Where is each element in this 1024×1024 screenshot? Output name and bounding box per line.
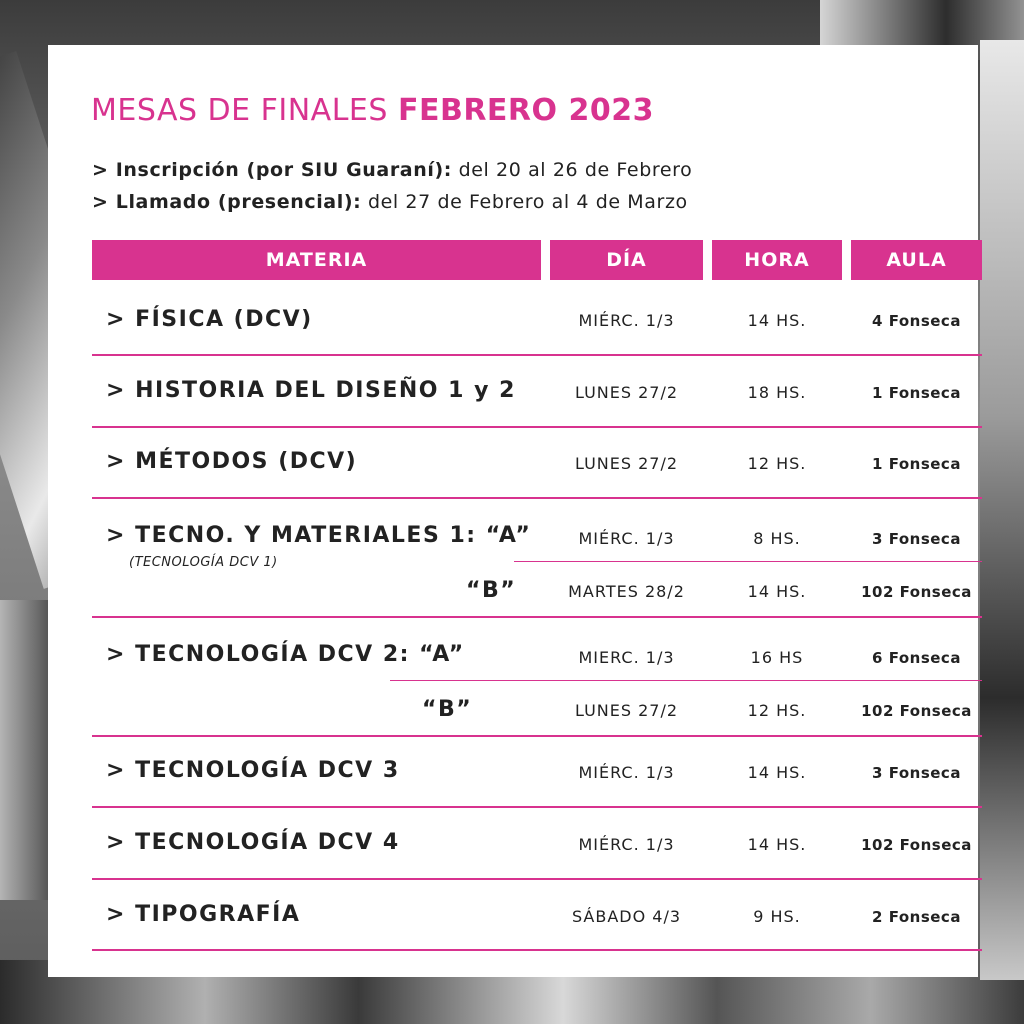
page-title <box>91 93 654 128</box>
info-llamado-label: > Llamado (presencial): <box>92 191 362 213</box>
cell-hora: 16 HS <box>750 648 804 667</box>
cell-aula: 6 Fonseca <box>872 649 961 667</box>
cell-aula: 3 Fonseca <box>872 764 961 782</box>
header-materia: MATERIA <box>92 240 541 280</box>
cell-aula: 2 Fonseca <box>872 908 961 926</box>
row-divider <box>92 806 982 808</box>
header-aula: AULA <box>851 240 982 280</box>
cell-hora: 9 HS. <box>753 907 801 926</box>
title-bold: FEBRERO 2023 <box>397 93 654 128</box>
subject-note: (TECNOLOGÍA DCV 1) <box>129 555 278 570</box>
cell-hora: 14 HS. <box>747 763 807 782</box>
cell-dia: MIÉRC. 1/3 <box>578 763 675 782</box>
cell-hora: 14 HS. <box>747 835 807 854</box>
subject-tecnologia-dcv4: > TECNOLOGÍA DCV 4 <box>106 830 400 855</box>
cell-aula: 102 Fonseca <box>861 583 972 601</box>
row-divider <box>92 735 982 737</box>
info-inscripcion <box>92 159 692 181</box>
cell-dia: LUNES 27/2 <box>574 383 679 402</box>
group-divider <box>390 680 982 681</box>
subject-tecnologia-dcv3: > TECNOLOGÍA DCV 3 <box>106 758 400 783</box>
subject-historia: > HISTORIA DEL DISEÑO 1 y 2 <box>106 378 516 403</box>
info-inscripcion-label: > Inscripción (por SIU Guaraní): <box>92 159 452 181</box>
cell-dia: LUNES 27/2 <box>574 454 679 473</box>
header-dia: DÍA <box>550 240 703 280</box>
row-divider <box>92 949 982 951</box>
info-llamado <box>92 191 688 213</box>
cell-dia: MIÉRC. 1/3 <box>578 529 675 548</box>
cell-hora: 14 HS. <box>747 582 807 601</box>
row-divider <box>92 497 982 499</box>
cell-dia: MIÉRC. 1/3 <box>578 835 675 854</box>
cell-dia: MIÉRC. 1/3 <box>578 311 675 330</box>
cell-aula: 102 Fonseca <box>861 702 972 720</box>
subject-fisica: > FÍSICA (DCV) <box>106 307 313 332</box>
group-b-label: “B” <box>422 697 473 722</box>
subject-tecnologia-dcv2: > TECNOLOGÍA DCV 2: “A” <box>106 642 465 667</box>
cell-hora: 18 HS. <box>747 383 807 402</box>
cell-hora: 14 HS. <box>747 311 807 330</box>
info-llamado-value: del 27 de Febrero al 4 de Marzo <box>367 191 688 213</box>
title-light: MESAS DE FINALES <box>91 93 388 128</box>
cell-dia: LUNES 27/2 <box>574 701 679 720</box>
cell-hora: 12 HS. <box>747 454 807 473</box>
cell-dia: MIERC. 1/3 <box>578 648 675 667</box>
cell-dia: MARTES 28/2 <box>568 582 685 601</box>
cell-aula: 4 Fonseca <box>872 312 961 330</box>
cell-aula: 3 Fonseca <box>872 530 961 548</box>
group-b-label: “B” <box>466 578 517 603</box>
cell-aula: 1 Fonseca <box>872 455 961 473</box>
row-divider <box>92 354 982 356</box>
group-divider <box>514 561 982 562</box>
cell-hora: 8 HS. <box>753 529 801 548</box>
cell-aula: 102 Fonseca <box>861 836 972 854</box>
cell-dia: SÁBADO 4/3 <box>571 907 682 926</box>
row-divider <box>92 426 982 428</box>
row-divider <box>92 616 982 618</box>
cell-aula: 1 Fonseca <box>872 384 961 402</box>
info-inscripcion-value: del 20 al 26 de Febrero <box>458 159 693 181</box>
subject-tecno-materiales: > TECNO. Y MATERIALES 1: “A” <box>106 523 532 548</box>
subject-metodos: > MÉTODOS (DCV) <box>106 449 358 474</box>
subject-tipografia: > TIPOGRAFÍA <box>106 902 301 927</box>
row-divider <box>92 878 982 880</box>
cell-hora: 12 HS. <box>747 701 807 720</box>
schedule-card <box>48 45 978 977</box>
header-hora: HORA <box>712 240 842 280</box>
